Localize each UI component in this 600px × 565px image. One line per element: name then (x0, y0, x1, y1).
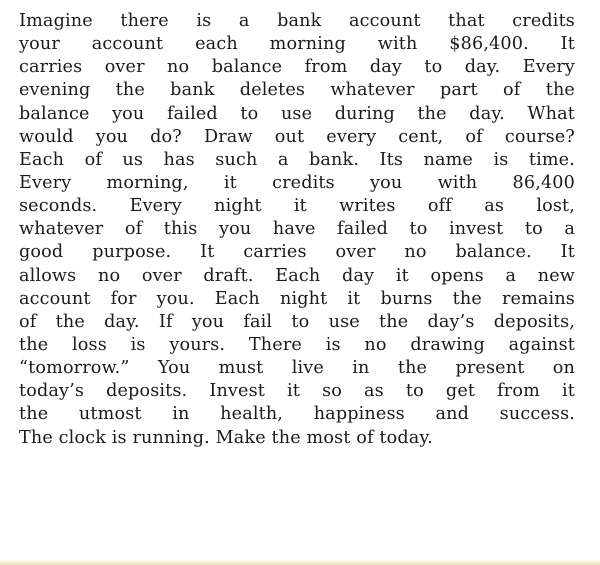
text-line: carries over no balance from day to day. Every (19, 57, 575, 78)
text-line: would you do? Draw out every cent, of course? (19, 126, 575, 147)
text-line: evening the bank deletes whatever part of the (19, 80, 575, 101)
text-line: Imagine there is a bank account that credits (19, 11, 575, 31)
text-line: “tomorrow.” You must live in the present on (19, 358, 575, 379)
text-line: account for you. Each night it burns the remains (19, 288, 575, 309)
text-line: your account each morning with $86,400. It (19, 34, 575, 55)
text-line: whatever of this you have failed to invest to a (19, 219, 575, 240)
page-bottom-edge (0, 559, 600, 565)
text-line: the utmost in health, happiness and success. (19, 404, 575, 425)
text-passage (19, 10, 575, 450)
text-line: today’s deposits. Invest it so as to get from it (19, 381, 575, 402)
text-line: allows no over draft. Each day it opens a new (19, 265, 575, 286)
text-line: balance you failed to use during the day. What (19, 103, 575, 124)
text-line: of the day. If you fail to use the day’s deposits, (19, 311, 575, 332)
text-line: seconds. Every night it writes off as lost, (19, 196, 575, 217)
text-line: good purpose. It carries over no balance. It (19, 242, 575, 263)
text-line: Every morning, it credits you with 86,400 (19, 172, 575, 193)
text-line: The clock is running. Make the most of today. (19, 427, 433, 448)
text-line: the loss is yours. There is no drawing against (19, 334, 575, 355)
text-line: Each of us has such a bank. Its name is time. (19, 149, 575, 170)
